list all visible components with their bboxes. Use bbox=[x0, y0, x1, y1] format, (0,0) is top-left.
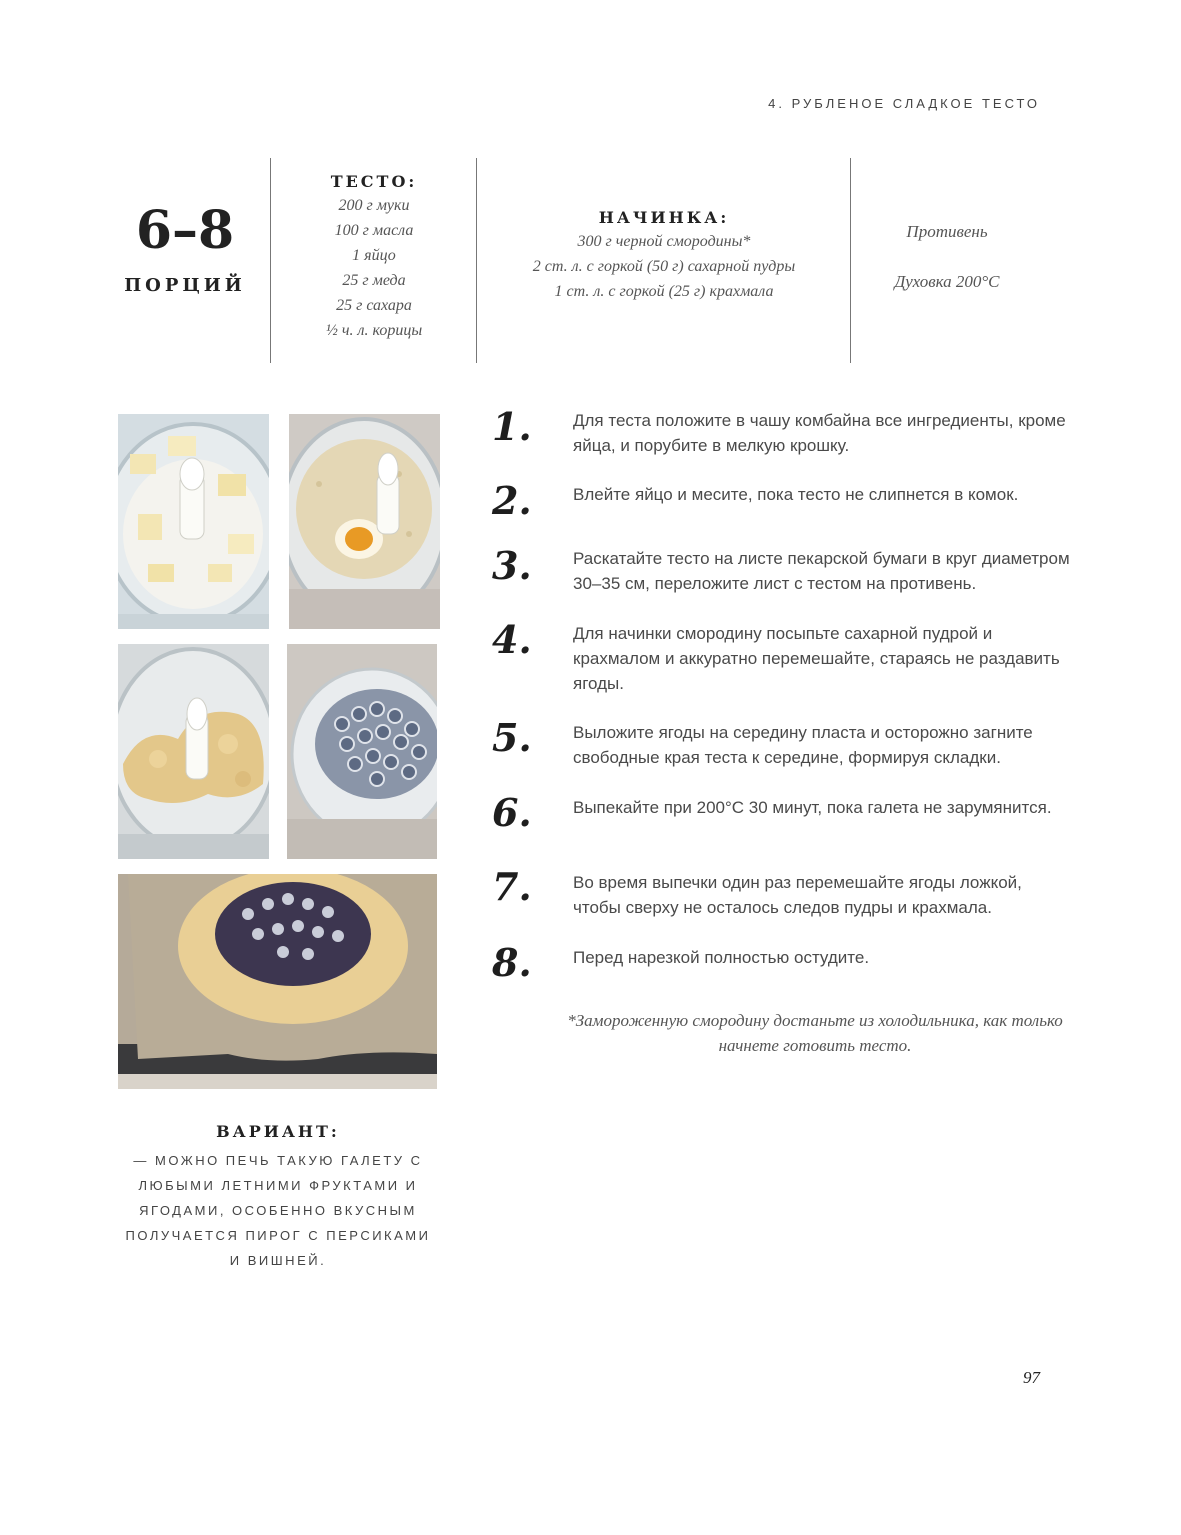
ingredient: 100 г масла bbox=[334, 222, 414, 239]
step-number: 3. bbox=[492, 543, 532, 588]
step-text: Для начинки смородину посыпьте сахарной пудрой и крахмалом и аккуратно перемешайте, стараясь не раздавить ягоды. bbox=[573, 624, 1060, 693]
ingredient: 2 ст. л. с горкой (50 г) сахарной пудры bbox=[532, 258, 796, 275]
dough-list bbox=[272, 193, 476, 343]
page-number: 97 bbox=[1023, 1368, 1040, 1387]
photo-butter-in-processor bbox=[118, 414, 269, 629]
step-text: Раскатайте тесто на листе пекарской бумаги в круг диаметром 30–35 см, переложите лист с тестом на противень. bbox=[573, 549, 1070, 593]
divider bbox=[850, 158, 851, 363]
variant-title: ВАРИАНТ: bbox=[216, 1122, 340, 1141]
chapter-title: 4. РУБЛЕНОЕ СЛАДКОЕ ТЕСТО bbox=[768, 96, 1040, 111]
photo-galette-ready bbox=[118, 874, 437, 1089]
ingredient: 1 ст. л. с горкой (25 г) крахмала bbox=[554, 283, 774, 300]
servings-label: ПОРЦИЙ bbox=[124, 275, 246, 296]
ingredient: 1 яйцо bbox=[352, 247, 396, 264]
step-text: Во время выпечки один раз перемешайте ягоды ложкой, чтобы сверху не осталось следов пудры и крахмала. bbox=[573, 873, 1022, 917]
step-text: Для теста положите в чашу комбайна все ингредиенты, кроме яйца, и порубите в мелкую крошку. bbox=[573, 411, 1066, 455]
step-text: Выпекайте при 200°C 30 минут, пока галета не зарумянится. bbox=[573, 798, 1052, 817]
step-text: Выложите ягоды на середину пласта и осторожно загните свободные края теста к середине, формируя складки. bbox=[573, 723, 1033, 767]
tool-tray: Противень bbox=[906, 222, 988, 241]
step-number: 8. bbox=[492, 940, 532, 985]
step-number: 2. bbox=[492, 478, 532, 523]
filling-title: НАЧИНКА: bbox=[598, 208, 730, 227]
ingredient: 25 г сахара bbox=[336, 297, 412, 314]
photo-egg-in-processor bbox=[289, 414, 440, 629]
step-number: 7. bbox=[492, 864, 532, 909]
dough-title: ТЕСТО: bbox=[330, 172, 418, 191]
tool-oven: Духовка 200°C bbox=[894, 272, 1000, 291]
step-number: 4. bbox=[492, 617, 532, 662]
footnote: *Замороженную смородину достаньте из холодильника, как только начнете готовить тесто. bbox=[567, 1011, 1063, 1055]
filling-list bbox=[478, 229, 850, 304]
dough-ingredients bbox=[272, 172, 476, 343]
ingredient: 300 г черной смородины* bbox=[577, 233, 751, 250]
divider bbox=[476, 158, 477, 363]
step-number: 5. bbox=[492, 715, 532, 760]
photo-currants-in-bowl bbox=[287, 644, 437, 859]
variant-text: — МОЖНО ПЕЧЬ ТАКУЮ ГАЛЕТУ С ЛЮБЫМИ ЛЕТНИМИ ФРУКТАМИ И ЯГОДАМИ, ОСОБЕННО ВКУСНЫМ ПОЛУЧАЕТСЯ ПИРОГ С ПЕРСИКАМИ И ВИШНЕЙ. bbox=[125, 1153, 431, 1268]
ingredient: 200 г муки bbox=[338, 197, 410, 214]
filling-ingredients bbox=[478, 208, 850, 304]
photo-dough-in-processor bbox=[118, 644, 269, 859]
step-text: Влейте яйцо и месите, пока тесто не слипнется в комок. bbox=[573, 485, 1019, 504]
step-number: 1. bbox=[492, 404, 532, 449]
step-text: Перед нарезкой полностью остудите. bbox=[573, 948, 870, 967]
step-number: 6. bbox=[492, 790, 532, 835]
ingredient: 25 г меда bbox=[342, 272, 406, 289]
servings-number: 6–8 bbox=[135, 200, 235, 261]
ingredient: ½ ч. л. корицы bbox=[325, 322, 423, 339]
divider bbox=[270, 158, 271, 363]
